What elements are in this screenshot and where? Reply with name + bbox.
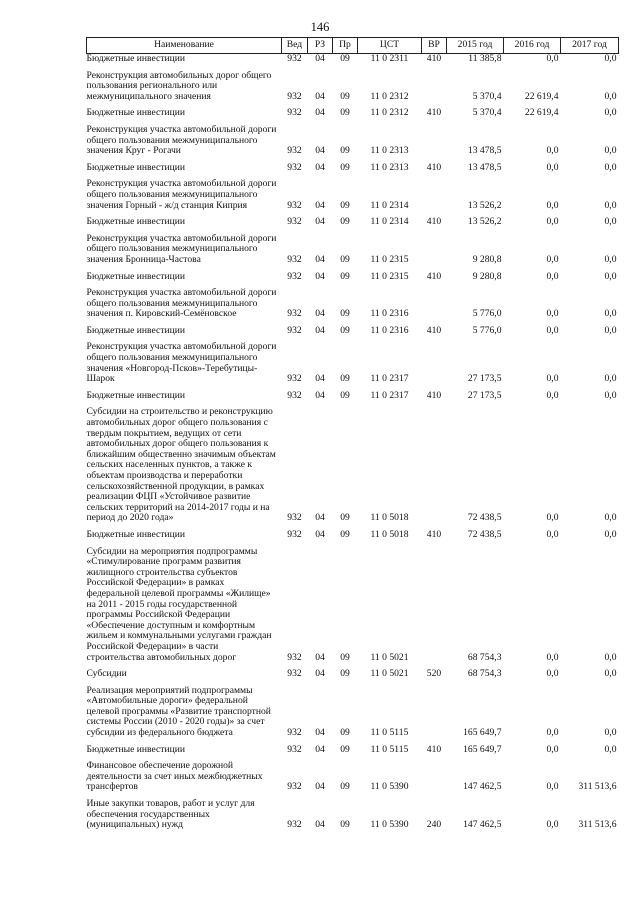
row-vr: 410 [426,161,442,173]
row-2016: 0,0 [546,819,559,831]
row-ved: 932 [287,389,302,401]
row-2017: 0,0 [604,270,617,282]
table-row [87,217,619,234]
row-rz: 04 [315,53,325,64]
table-row [87,799,619,837]
row-2015: 68 754,3 [467,668,502,680]
row-rz: 04 [315,743,325,755]
row-2016: 0,0 [546,270,559,282]
row-rz: 04 [315,819,325,831]
row-rz: 04 [315,90,325,102]
row-pr: 09 [340,53,350,64]
header-cst: ЦСТ [358,38,422,54]
budget-table-container [86,37,618,837]
header-pr: Пр [333,38,358,54]
table-row [87,71,619,109]
row-ved: 932 [287,270,302,282]
header-vr: ВР [422,38,447,54]
row-name: Бюджетные инвестиции [86,528,185,540]
row-name: Бюджетные инвестиции [86,216,185,228]
row-2015: 147 462,5 [463,819,502,831]
row-2016: 22 619,4 [524,90,559,102]
row-2016: 0,0 [546,373,559,385]
row-2015: 147 462,5 [463,781,502,793]
row-name: Финансовое обеспечение дорожной деятельности за счет иных межбюджетных трансфертов [86,760,263,793]
row-2015: 13 526,2 [467,199,502,211]
row-ved: 932 [287,819,302,831]
row-2016: 0,0 [546,389,559,401]
row-2017: 0,0 [604,512,617,524]
row-cst: 11 0 5390 [370,819,409,831]
row-2015: 13 478,5 [467,145,502,157]
row-vr: 410 [426,324,442,336]
table-row [87,272,619,289]
row-rz: 04 [315,668,325,680]
row-pr: 09 [340,107,350,119]
row-2017: 0,0 [604,743,617,755]
row-2017: 0,0 [604,324,617,336]
table-row [87,179,619,217]
row-cst: 11 0 5021 [370,651,409,663]
row-name: Бюджетные инвестиции [86,107,185,119]
row-vr [422,686,447,745]
row-2016: 0,0 [546,216,559,228]
row-ved: 932 [287,727,302,739]
row-vr [422,71,447,109]
row-cst: 11 0 2315 [370,253,409,265]
row-cst: 11 0 2316 [370,308,409,320]
row-pr: 09 [340,528,350,540]
row-2015: 165 649,7 [463,743,502,755]
row-rz: 04 [315,528,325,540]
row-cst: 11 0 2317 [370,389,409,401]
row-cst: 11 0 2314 [370,216,409,228]
table-row [87,391,619,408]
table-row [87,125,619,163]
table-row [87,234,619,272]
row-rz: 04 [315,253,325,265]
row-2017: 0,0 [604,727,617,739]
row-cst: 11 0 5115 [370,743,409,755]
row-cst: 11 0 2313 [370,161,409,173]
row-2015: 72 438,5 [467,528,502,540]
row-name: Бюджетные инвестиции [86,324,185,336]
row-vr: 520 [426,668,442,680]
row-name: Реконструкция участка автомобильной дороги общего пользования межмуниципального значения Бронница-Частова [86,232,277,265]
row-ved: 932 [287,668,302,680]
page-number: 146 [310,20,330,34]
row-vr [422,288,447,326]
row-2015: 11 385,8 [468,53,502,64]
table-row [87,288,619,326]
row-2016: 0,0 [546,512,559,524]
row-name: Иные закупки товаров, работ и услуг для обеспечения государственных (муниципальных) нужд [86,798,255,831]
table-row [87,342,619,390]
table-row [87,54,619,71]
row-cst: 11 0 5018 [370,528,409,540]
row-2016: 0,0 [546,743,559,755]
row-pr: 09 [340,324,350,336]
row-cst: 11 0 5115 [370,727,409,739]
row-rz: 04 [315,512,325,524]
row-name: Субсидии на строительство и реконструкцию автомобильных дорог общего пользования с твердым покрытием, ведущих от сети автомобильных дорог общего пользования к ближайшим общественно значимым объектам сельских населенных пунктов, а также к объектам производства и переработки сельскохозяйственной продукции, в рамках реализации ФЦП «Устойчивое развитие сельских территорий на 2014-2017 годы и на период до 2020 года» [86,406,276,524]
row-pr: 09 [340,373,350,385]
row-rz: 04 [315,107,325,119]
row-vr [422,407,447,530]
budget-table [86,37,619,837]
row-rz: 04 [315,270,325,282]
row-vr: 410 [426,216,442,228]
row-name: Субсидии на мероприятия подпрограммы «Стимулирование программ развития жилищного строительства субъектов Российской Федерации» в рамках федеральной целевой программы «Жилище» на 2011 - 2015 годы государственной программы Российской Федерации «Обеспечение доступным и комфортным жильем и коммунальными услугами граждан Российской Федерации» в части строительства автомобильных дорог [86,545,272,663]
row-2016: 0,0 [546,308,559,320]
row-2016: 0,0 [546,528,559,540]
table-row [87,669,619,686]
row-2016: 0,0 [546,727,559,739]
row-pr: 09 [340,216,350,228]
row-ved: 932 [287,373,302,385]
row-rz: 04 [315,389,325,401]
row-ved: 932 [287,308,302,320]
row-2015: 9 280,8 [472,270,502,282]
row-name: Субсидии [86,668,127,680]
row-pr: 09 [340,90,350,102]
row-rz: 04 [315,308,325,320]
row-name: Реконструкция автомобильных дорог общего пользования регионального или межмуниципального значения [86,69,272,102]
row-pr: 09 [340,651,350,663]
row-pr: 09 [340,253,350,265]
header-ved: Вед [282,38,308,54]
row-ved: 932 [287,528,302,540]
row-2017: 0,0 [604,668,617,680]
row-pr: 09 [340,743,350,755]
table-body [87,54,619,837]
row-name: Реконструкция участка автомобильной дороги общего пользования межмуниципального значения п. Кировский-Семёновское [86,287,277,320]
row-name: Бюджетные инвестиции [86,53,185,64]
row-2017: 0,0 [604,651,617,663]
row-vr: 410 [426,743,442,755]
row-cst: 11 0 5021 [370,668,409,680]
row-2016: 0,0 [546,781,559,793]
table-row [87,745,619,762]
row-pr: 09 [340,512,350,524]
row-ved: 932 [287,651,302,663]
row-name: Бюджетные инвестиции [86,389,185,401]
row-cst: 11 0 2312 [370,107,409,119]
header-2016: 2016 год [504,38,561,54]
row-name: Бюджетные инвестиции [86,161,185,173]
row-ved: 932 [287,145,302,157]
row-vr [422,234,447,272]
row-ved: 932 [287,199,302,211]
row-2016: 22 619,4 [524,107,559,119]
row-rz: 04 [315,373,325,385]
row-vr [422,179,447,217]
header-2017: 2017 год [561,38,619,54]
row-2016: 0,0 [546,324,559,336]
row-2017: 311 513,6 [578,819,617,831]
row-pr: 09 [340,781,350,793]
row-2017: 0,0 [604,253,617,265]
row-2016: 0,0 [546,651,559,663]
table-row [87,407,619,530]
table-row [87,108,619,125]
row-2015: 13 478,5 [467,161,502,173]
row-ved: 932 [287,216,302,228]
row-rz: 04 [315,727,325,739]
table-row [87,326,619,343]
row-vr: 240 [426,819,442,831]
row-name: Бюджетные инвестиции [86,743,185,755]
row-vr: 410 [426,107,442,119]
row-2015: 72 438,5 [467,512,502,524]
row-2015: 68 754,3 [467,651,502,663]
row-2015: 5 776,0 [472,324,502,336]
table-row [87,686,619,745]
row-ved: 932 [287,107,302,119]
row-2017: 0,0 [604,308,617,320]
row-ved: 932 [287,743,302,755]
row-2017: 311 513,6 [578,781,617,793]
row-2017: 0,0 [604,199,617,211]
row-pr: 09 [340,389,350,401]
row-name: Бюджетные инвестиции [86,270,185,282]
row-pr: 09 [340,161,350,173]
row-vr: 410 [426,53,442,64]
table-header-row [87,38,619,54]
row-2015: 27 173,5 [467,389,502,401]
row-pr: 09 [340,270,350,282]
row-ved: 932 [287,781,302,793]
row-ved: 932 [287,161,302,173]
row-2016: 0,0 [546,53,559,64]
row-name: Реконструкция участка автомобильной дороги общего пользования межмуниципального значения Горный - ж/д станция Киприя [86,178,277,211]
table-row [87,530,619,547]
row-2015: 165 649,7 [463,727,502,739]
row-vr: 410 [426,389,442,401]
row-vr [422,761,447,799]
row-rz: 04 [315,216,325,228]
row-vr [422,547,447,670]
row-2015: 27 173,5 [467,373,502,385]
row-cst: 11 0 5018 [370,512,409,524]
row-name: Реконструкция участка автомобильной дороги общего пользования межмуниципального значения Круг - Рогачи [86,123,277,157]
row-vr: 410 [426,528,442,540]
row-2017: 0,0 [604,216,617,228]
row-2015: 9 280,8 [472,253,502,265]
row-rz: 04 [315,781,325,793]
row-cst: 11 0 2314 [370,199,409,211]
row-cst: 11 0 2317 [370,373,409,385]
row-2017: 0,0 [604,145,617,157]
row-rz: 04 [315,651,325,663]
row-ved: 932 [287,253,302,265]
row-pr: 09 [340,308,350,320]
row-2015: 5 370,4 [472,107,502,119]
row-cst: 11 0 2313 [370,145,409,157]
row-2016: 0,0 [546,253,559,265]
row-ved: 932 [287,90,302,102]
row-cst: 11 0 2312 [370,90,409,102]
row-cst: 11 0 5390 [370,781,409,793]
header-name: Наименование [87,38,282,54]
row-2016: 0,0 [546,668,559,680]
row-2016: 0,0 [546,145,559,157]
row-2017: 0,0 [604,528,617,540]
row-vr [422,125,447,163]
row-2017: 0,0 [604,53,617,64]
row-2017: 0,0 [604,373,617,385]
row-2015: 5 776,0 [472,308,502,320]
row-2017: 0,0 [604,389,617,401]
row-name: Реализация мероприятий подпрограммы «Автомобильные дороги» федеральной целевой программы «Развитие транспортной системы России (2010 - 2020 годы)» за счет субсидии из федерального бюджета [86,684,271,739]
row-2017: 0,0 [604,107,617,119]
row-ved: 932 [287,512,302,524]
row-vr: 410 [426,270,442,282]
row-pr: 09 [340,199,350,211]
row-ved: 932 [287,324,302,336]
row-name: Реконструкция участка автомобильной дороги общего пользования межмуниципального значения «Новгород-Псков»-Теребутицы-Шарок [86,341,277,385]
row-rz: 04 [315,161,325,173]
row-rz: 04 [315,145,325,157]
row-pr: 09 [340,145,350,157]
header-2015: 2015 год [447,38,504,54]
row-rz: 04 [315,324,325,336]
row-pr: 09 [340,819,350,831]
header-rz: РЗ [308,38,333,54]
row-cst: 11 0 2311 [370,53,409,64]
row-rz: 04 [315,199,325,211]
row-pr: 09 [340,668,350,680]
row-2015: 5 370,4 [472,90,502,102]
table-row [87,547,619,670]
row-2017: 0,0 [604,161,617,173]
row-cst: 11 0 2316 [370,324,409,336]
row-cst: 11 0 2315 [370,270,409,282]
row-vr [422,342,447,390]
row-2017: 0,0 [604,90,617,102]
row-2016: 0,0 [546,199,559,211]
row-pr: 09 [340,727,350,739]
table-row [87,163,619,180]
table-row [87,761,619,799]
row-2016: 0,0 [546,161,559,173]
row-2015: 13 526,2 [467,216,502,228]
row-ved: 932 [287,53,302,64]
